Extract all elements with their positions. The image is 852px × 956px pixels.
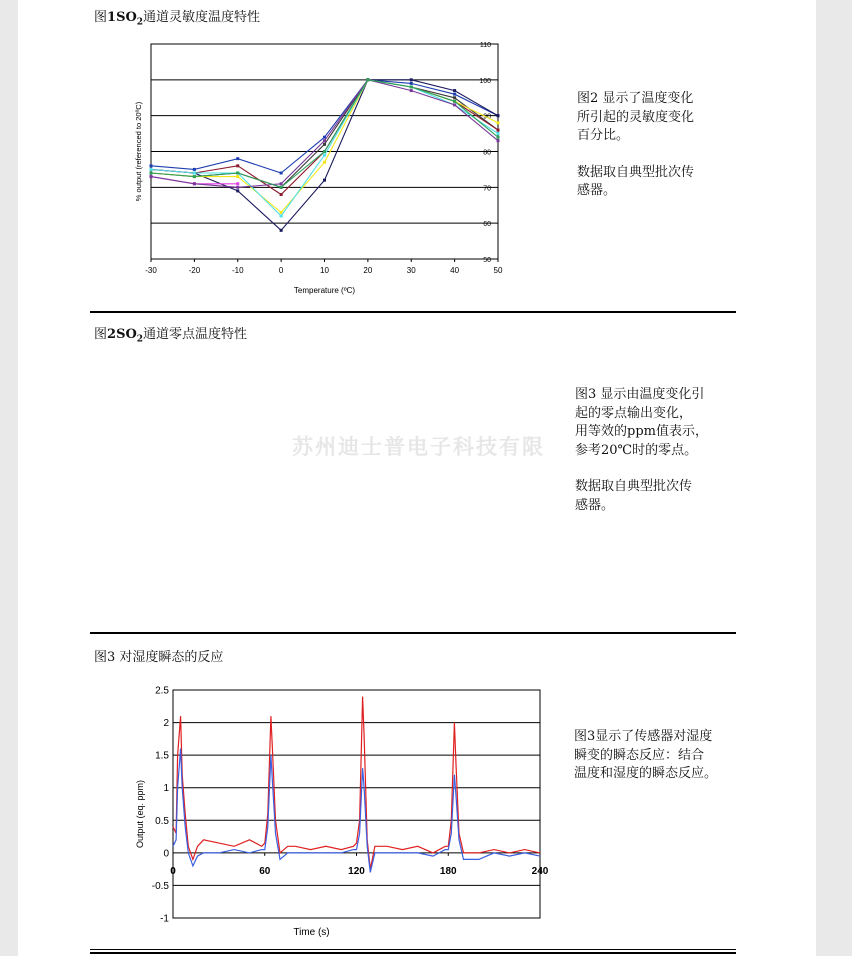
data-point <box>410 89 413 92</box>
data-point <box>280 193 283 196</box>
y-axis-label: % output (referenced to 20ºC) <box>134 101 143 202</box>
y-tick-label: 70 <box>483 185 491 193</box>
x-tick-label: 0 <box>278 266 284 275</box>
sensitivity-temperature-chart <box>114 38 534 300</box>
fig3-desc-line: 温度和湿度的瞬态反应。 <box>574 766 718 781</box>
data-point <box>366 78 369 81</box>
data-point <box>236 186 239 189</box>
section-divider <box>90 632 736 634</box>
fig3-caption: 图3 对湿度瞬态的反应 <box>94 650 224 665</box>
data-point <box>497 114 500 117</box>
data-point <box>323 143 326 146</box>
data-point <box>150 172 153 175</box>
data-point <box>453 89 456 92</box>
data-point <box>280 172 283 175</box>
y-tick-label: 1.5 <box>155 750 169 762</box>
document-page <box>18 0 816 956</box>
humidity-transient-chart <box>110 680 549 942</box>
y-tick-label: 2.5 <box>155 685 169 697</box>
fig2-note-line: 数据取自典型批次传 <box>575 479 693 494</box>
fig2-caption: 图$2SO_2$通道零点温度特性 <box>94 327 248 345</box>
y-tick-label: 80 <box>483 149 491 157</box>
y-tick-label: 60 <box>483 221 491 229</box>
y-tick-label: 2 <box>163 718 169 730</box>
data-point <box>193 182 196 185</box>
data-point <box>150 175 153 178</box>
data-point <box>193 168 196 171</box>
fig2-desc-line: 起的零点输出变化， <box>575 405 693 421</box>
watermark-text: 苏州迪士普电子科技有限 <box>292 435 545 459</box>
y-tick-label: 100 <box>479 77 491 85</box>
data-point <box>236 175 239 178</box>
fig1-note-line: 感器。 <box>577 183 617 198</box>
fig1-desc-line: 所引起的灵敏度变化 <box>577 109 695 125</box>
data-point <box>323 139 326 142</box>
y-tick-label: 1 <box>163 783 169 795</box>
y-tick-label: 50 <box>483 257 491 264</box>
section-divider <box>90 311 736 313</box>
fig2-desc-line: 图3 显示由温度变化引 <box>575 387 705 402</box>
y-tick-label: 0.5 <box>155 815 169 827</box>
data-point <box>453 100 456 103</box>
fig3-desc-line: 图3显示了传感器对湿度 <box>574 729 713 744</box>
x-axis-label: Temperature (ºC) <box>293 286 356 295</box>
data-point <box>150 164 153 167</box>
data-point <box>280 182 283 185</box>
data-point <box>280 211 283 214</box>
fig3-desc-line: 瞬变的瞬态反应：结合 <box>574 747 705 763</box>
fig2-note-line: 感器。 <box>575 497 615 513</box>
data-point <box>453 103 456 106</box>
x-tick-label: -30 <box>145 266 157 275</box>
data-point <box>410 86 413 89</box>
y-tick-label: -1 <box>160 913 169 925</box>
x-tick-label: 10 <box>320 266 329 275</box>
data-point <box>236 172 239 175</box>
x-tick-label: 240 <box>531 865 549 877</box>
data-point <box>323 136 326 139</box>
x-tick-label: 180 <box>439 865 457 877</box>
data-point <box>497 139 500 142</box>
data-point <box>280 215 283 218</box>
x-tick-label: 50 <box>493 266 503 275</box>
x-tick-label: 120 <box>348 865 365 877</box>
fig1-desc-line: 图2 显示了温度变化 <box>577 91 694 106</box>
data-point <box>193 172 196 175</box>
fig1-caption: 图$1SO_2$通道灵敏度温度特性 <box>94 10 261 28</box>
x-tick-label: -10 <box>231 266 244 275</box>
data-point <box>410 82 413 85</box>
fig1-desc-line: 百分比。 <box>577 128 630 143</box>
data-point <box>323 161 326 164</box>
y-axis-label: Output (eq. ppm) <box>135 779 145 849</box>
section-divider <box>90 949 736 950</box>
y-tick-label: -0.5 <box>151 880 169 892</box>
data-point <box>497 136 500 139</box>
fig2-desc-line: 用等效的ppm值表示， <box>575 424 708 439</box>
data-point <box>280 186 283 189</box>
section-divider <box>90 952 736 954</box>
fig1-description <box>577 90 737 219</box>
data-point <box>453 96 456 99</box>
data-point <box>323 154 326 157</box>
fig2-desc-line: 参考20℃时的零点。 <box>575 442 698 458</box>
x-tick-label: 40 <box>450 266 460 275</box>
fig2-description <box>575 386 745 533</box>
plot-area <box>173 690 540 918</box>
data-point <box>323 150 326 153</box>
data-point <box>497 132 500 135</box>
y-tick-label: 0 <box>163 848 169 860</box>
data-point <box>193 175 196 178</box>
data-point <box>236 157 239 160</box>
x-axis-label: Time (s) <box>293 927 330 938</box>
data-point <box>236 189 239 192</box>
data-point <box>150 168 153 171</box>
y-tick-label: 110 <box>479 42 491 49</box>
x-tick-label: 0 <box>170 865 176 877</box>
data-point <box>236 182 239 185</box>
x-tick-label: 60 <box>259 865 271 877</box>
x-tick-label: -20 <box>188 266 201 275</box>
y-tick-label: 90 <box>483 113 491 121</box>
data-point <box>410 78 413 81</box>
data-point <box>497 129 500 132</box>
fig3-description <box>574 728 754 784</box>
data-point <box>323 179 326 182</box>
data-point <box>280 229 283 232</box>
data-point <box>236 164 239 167</box>
x-tick-label: 30 <box>406 266 416 275</box>
data-point <box>453 93 456 96</box>
x-tick-label: 20 <box>363 266 373 275</box>
fig1-note-line: 数据取自典型批次传 <box>577 164 695 180</box>
data-point <box>497 121 500 124</box>
